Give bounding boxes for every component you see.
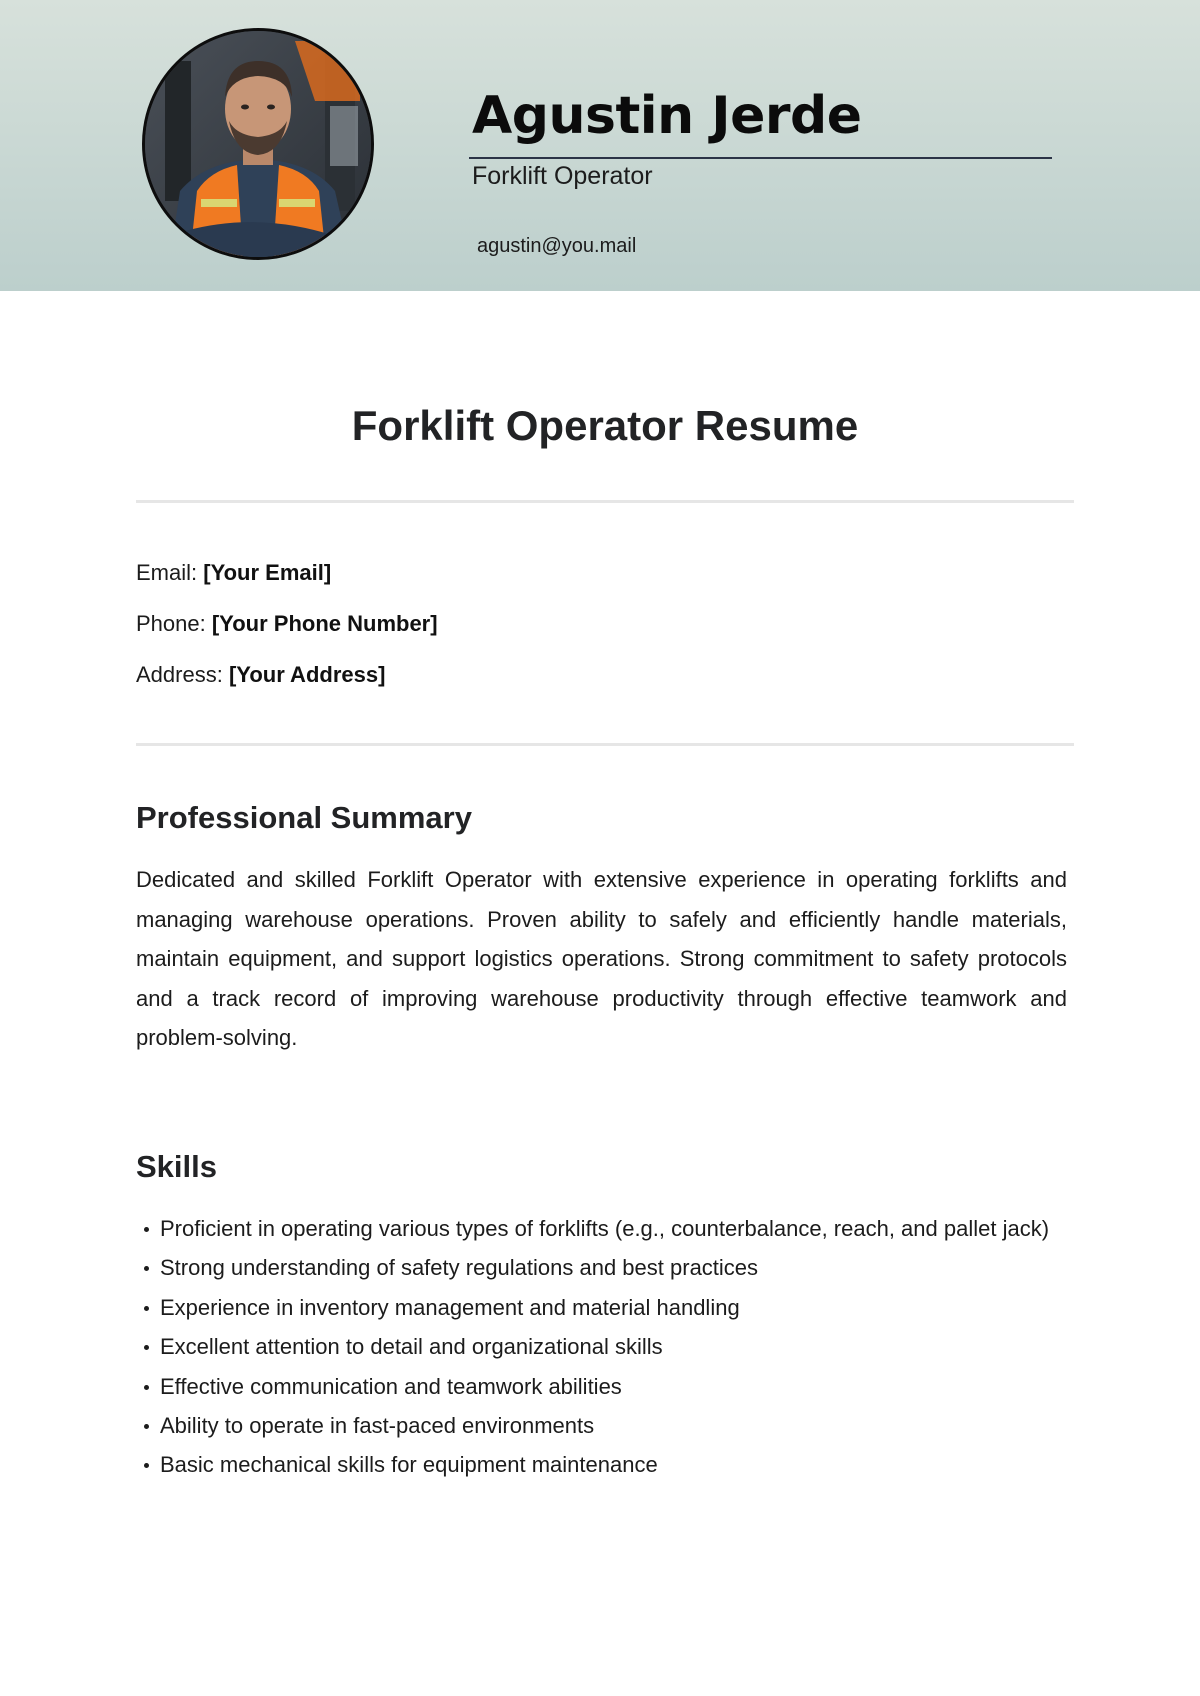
contact-phone-label: Phone: xyxy=(136,611,206,636)
resume-header xyxy=(0,0,1200,291)
skills-list xyxy=(136,1209,1067,1485)
contact-email xyxy=(136,558,331,588)
skill-item: Strong understanding of safety regulations and best practices xyxy=(136,1248,1067,1287)
contact-address xyxy=(136,660,385,690)
skill-item: Basic mechanical skills for equipment maintenance xyxy=(136,1445,1067,1484)
document-title: Forklift Operator Resume xyxy=(351,402,859,449)
contact-email-label: Email: xyxy=(136,560,198,585)
contact-address-label: Address: xyxy=(136,662,223,687)
summary-text: Dedicated and skilled Forklift Operator with extensive experience in operating forklifts and managing warehouse operations. Proven ability to safely and efficiently handle materials, maintain equipment, and support logistics operations. Strong commitment to safety protocols and a track record of improving warehouse productivity through effective teamwork and problem-solving. xyxy=(136,867,1067,1050)
candidate-name: Agustin Jerde xyxy=(472,86,862,146)
contact-email-value: [Your Email] xyxy=(203,560,332,585)
candidate-role: Forklift Operator xyxy=(472,162,653,190)
profile-photo xyxy=(142,28,374,260)
contact-address-value: [Your Address] xyxy=(228,662,386,687)
skill-item: Ability to operate in fast-paced environments xyxy=(136,1406,1067,1445)
skills-heading: Skills xyxy=(136,1149,217,1184)
name-underline xyxy=(469,157,1052,159)
contact-phone xyxy=(136,609,438,639)
skill-item: Effective communication and teamwork abilities xyxy=(136,1367,1067,1406)
header-email: agustin@you.mail xyxy=(477,235,637,257)
contact-phone-value: [Your Phone Number] xyxy=(211,611,438,636)
skill-item: Experience in inventory management and material handling xyxy=(136,1288,1067,1327)
profile-photo-illustration xyxy=(145,31,371,257)
skill-item: Proficient in operating various types of forklifts (e.g., counterbalance, reach, and pallet jack) xyxy=(136,1209,1067,1248)
divider xyxy=(136,743,1074,746)
summary-heading: Professional Summary xyxy=(136,800,472,835)
divider xyxy=(136,500,1074,503)
skill-item: Excellent attention to detail and organizational skills xyxy=(136,1327,1067,1366)
